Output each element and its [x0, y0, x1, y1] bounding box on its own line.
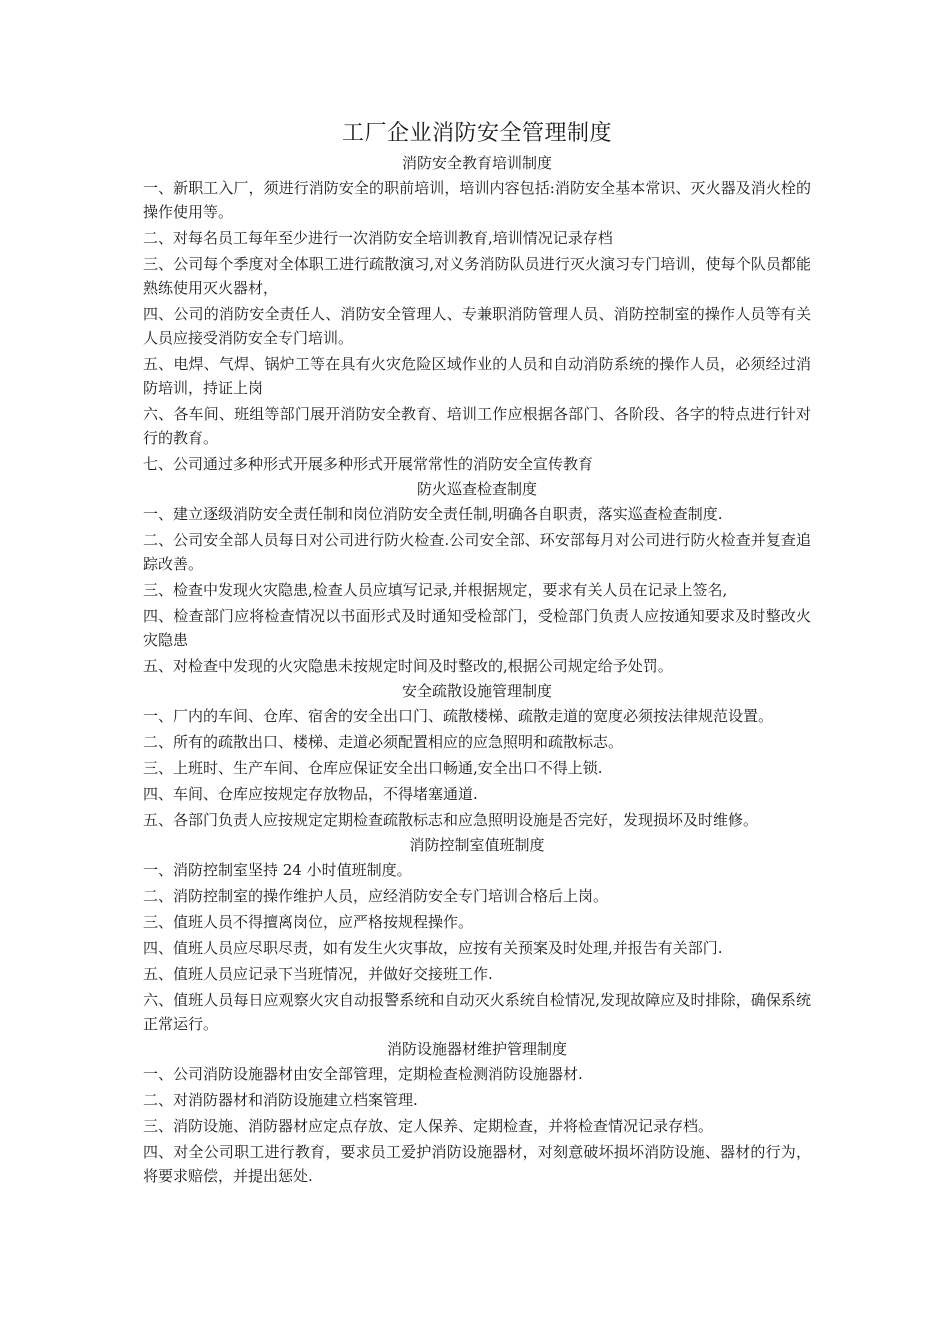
- paragraph: 四、车间、仓库应按规定存放物品，不得堵塞通道.: [143, 785, 478, 803]
- paragraph: 一、公司消防设施器材由安全部管理，定期检查检测消防设施器材.: [143, 1065, 583, 1083]
- paragraph: 五、各部门负责人应按规定定期检查疏散标志和应急照明设施是否完好，发现损坏及时维修。: [143, 811, 759, 829]
- section-heading: 消防控制室值班制度: [409, 836, 545, 854]
- paragraph: 一、新职工入厂，须进行消防安全的职前培训，培训内容包括:消防安全基本常识、灭火器及消火栓的操作使用等。: [143, 179, 811, 221]
- section-evacuation-facilities: [143, 680, 811, 832]
- paragraph: 六、各车间、班组等部门展开消防安全教育、培训工作应根据各部门、各阶段、各字的特点进行针对行的教育。: [143, 405, 811, 447]
- paragraph: 三、检查中发现火灾隐患,检查人员应填写记录,并根据规定，要求有关人员在记录上签名,: [143, 581, 728, 599]
- section-equipment-maintenance: [143, 1038, 811, 1188]
- paragraph: 四、值班人员应尽职尽责，如有发生火灾事故，应按有关预案及时处理,并报告有关部门.: [143, 939, 723, 957]
- paragraph: 一、消防控制室坚持 24 小时值班制度。: [143, 861, 412, 879]
- paragraph: 一、厂内的车间、仓库、宿舍的安全出口门、疏散楼梯、疏散走道的宽度必须按法律规范设置。: [143, 707, 774, 725]
- document-title: 工厂企业消防安全管理制度: [341, 121, 612, 146]
- document-page: [143, 118, 811, 1190]
- paragraph: 二、消防控制室的操作维护人员，应经消防安全专门培训合格后上岗。: [143, 887, 609, 905]
- section-fire-patrol-inspection: [143, 478, 811, 678]
- section-heading: 防火巡查检查制度: [416, 480, 537, 498]
- paragraph: 四、公司的消防安全责任人、消防安全管理人、专兼职消防管理人员、消防控制室的操作人员等有关人员应接受消防安全专门培训。: [143, 305, 811, 347]
- paragraph: 五、值班人员应记录下当班情况，并做好交接班工作.: [143, 965, 493, 983]
- paragraph: 二、对消防器材和消防设施建立档案管理.: [143, 1091, 418, 1109]
- paragraph: 五、对检查中发现的火灾隐患未按规定时间及时整改的,根据公司规定给予处罚。: [143, 657, 673, 675]
- section-heading: 消防设施器材维护管理制度: [386, 1040, 567, 1058]
- paragraph: 三、消防设施、消防器材应定点存放、定人保养、定期检查，并将检查情况记录存档。: [143, 1117, 714, 1135]
- paragraph: 三、值班人员不得擅离岗位，应严格按规程操作。: [143, 913, 474, 931]
- section-heading: 安全疏散设施管理制度: [401, 682, 552, 700]
- section-heading: 消防安全教育培训制度: [401, 154, 552, 172]
- paragraph: 二、对每名员工每年至少进行一次消防安全培训教育,培训情况记录存档: [143, 229, 613, 247]
- section-control-room-duty: [143, 834, 811, 1036]
- paragraph: 二、所有的疏散出口、楼梯、走道必须配置相应的应急照明和疏散标志。: [143, 733, 624, 751]
- paragraph: 三、公司每个季度对全体职工进行疏散演习,对义务消防队员进行灭火演习专门培训，使每个队员都能熟练使用灭火器材，: [143, 255, 811, 297]
- paragraph: 四、检查部门应将检查情况以书面形式及时通知受检部门，受检部门负责人应按通知要求及时整改火灾隐患: [143, 607, 811, 649]
- paragraph: 三、上班时、生产车间、仓库应保证安全出口畅通,安全出口不得上锁.: [143, 759, 603, 777]
- paragraph: 一、建立逐级消防安全责任制和岗位消防安全责任制,明确各自职责，落实巡查检查制度.: [143, 505, 723, 523]
- paragraph: 二、公司安全部人员每日对公司进行防火检查.公司安全部、环安部每月对公司进行防火检查并复查追踪改善。: [143, 531, 811, 573]
- paragraph: 四、对全公司职工进行教育，要求员工爱护消防设施器材，对刻意破坏损坏消防设施、器材的行为，将要求赔偿，并提出惩处.: [143, 1143, 811, 1185]
- paragraph: 六、值班人员每日应观察火灾自动报警系统和自动灭火系统自检情况,发现故障应及时排除，确保系统正常运行。: [143, 991, 811, 1033]
- paragraph: 七、公司通过多种形式开展多种形式开展常常性的消防安全宣传教育: [143, 455, 594, 473]
- section-education-training: [143, 152, 811, 476]
- paragraph: 五、电焊、气焊、锅炉工等在具有火灾危险区域作业的人员和自动消防系统的操作人员，必须经过消防培训，持证上岗: [143, 355, 811, 397]
